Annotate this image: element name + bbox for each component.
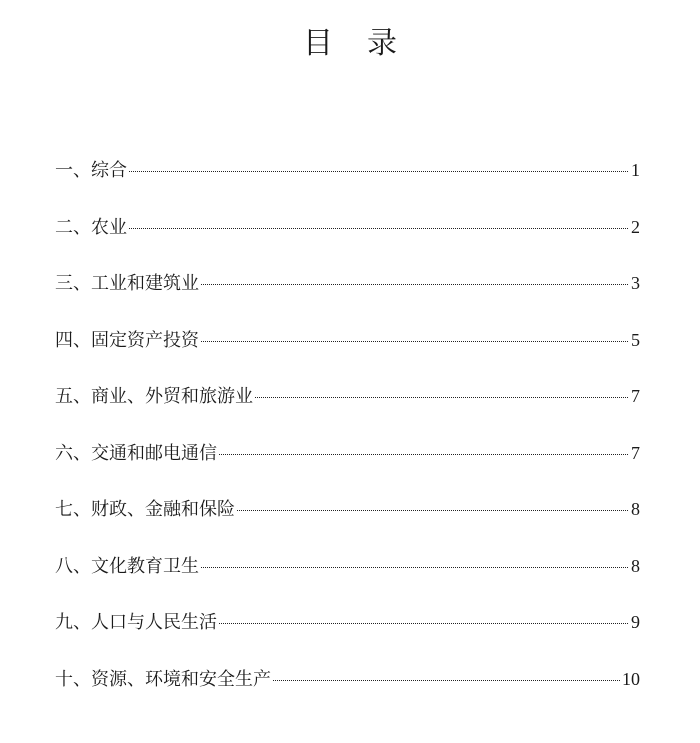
toc-entry[interactable] — [55, 661, 640, 718]
toc-entry-number: 七、 — [55, 499, 91, 520]
toc-entry-label: 农业 — [91, 216, 127, 238]
dot-leader — [255, 397, 628, 398]
toc-entry-number: 八、 — [55, 555, 91, 577]
toc-entry-label: 工业和建筑业 — [91, 273, 199, 294]
toc-entry-number: 五、 — [55, 386, 91, 407]
dot-leader — [237, 510, 628, 511]
toc-entry[interactable] — [55, 265, 640, 322]
toc-entry-page: 2 — [631, 216, 640, 237]
toc-entry-number: 四、 — [55, 329, 91, 351]
toc-entry-page: 10 — [622, 668, 640, 689]
toc-entry-page: 8 — [631, 499, 640, 519]
toc-list — [55, 152, 640, 717]
toc-entry-page: 3 — [631, 273, 640, 293]
toc-entry-page: 1 — [631, 160, 640, 180]
toc-entry[interactable] — [55, 548, 640, 605]
dot-leader — [201, 341, 628, 342]
toc-entry-number: 三、 — [55, 273, 91, 294]
toc-entry-label: 固定资产投资 — [91, 329, 199, 351]
toc-entry-page: 9 — [631, 612, 640, 632]
toc-entry-page: 7 — [631, 386, 640, 406]
toc-entry[interactable] — [55, 152, 640, 209]
toc-entry-page: 8 — [631, 555, 640, 576]
toc-entry-label: 商业、外贸和旅游业 — [91, 386, 253, 407]
toc-entry[interactable] — [55, 435, 640, 492]
dot-leader — [129, 228, 628, 229]
toc-entry-label: 交通和邮电通信 — [91, 442, 217, 464]
toc-entry-page: 5 — [631, 329, 640, 350]
toc-entry[interactable] — [55, 604, 640, 661]
toc-entry[interactable] — [55, 491, 640, 548]
toc-entry[interactable] — [55, 378, 640, 435]
dot-leader — [273, 680, 620, 681]
page-title: 目录 — [303, 26, 431, 61]
dot-leader — [201, 284, 628, 285]
toc-entry-label: 综合 — [91, 160, 127, 181]
toc-entry-number: 二、 — [55, 216, 91, 238]
dot-leader — [219, 454, 628, 455]
toc-entry-number: 六、 — [55, 442, 91, 464]
dot-leader — [129, 171, 628, 172]
dot-leader — [219, 623, 628, 624]
toc-entry-label: 资源、环境和安全生产 — [91, 668, 271, 690]
toc-entry-number: 十、 — [55, 668, 91, 690]
toc-entry-label: 人口与人民生活 — [91, 612, 217, 633]
toc-entry-label: 文化教育卫生 — [91, 555, 199, 577]
toc-entry[interactable] — [55, 322, 640, 379]
toc-entry-page: 7 — [631, 442, 640, 463]
toc-entry-number: 九、 — [55, 612, 91, 633]
toc-entry[interactable] — [55, 209, 640, 266]
toc-entry-number: 一、 — [55, 160, 91, 181]
dot-leader — [201, 567, 628, 568]
toc-entry-label: 财政、金融和保险 — [91, 499, 235, 520]
